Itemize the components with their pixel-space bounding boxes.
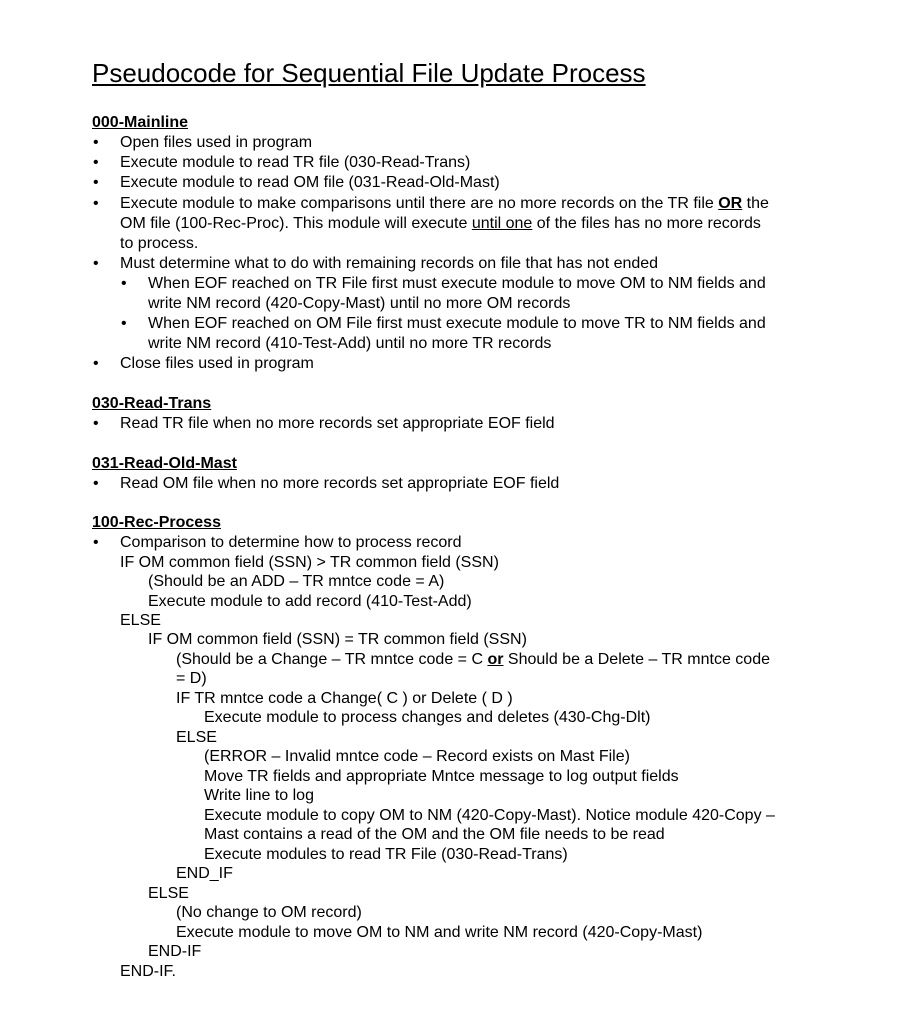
text-run: the — [742, 195, 769, 212]
page-title: Pseudocode for Sequential File Update Process — [92, 58, 646, 88]
rec-process-item: Comparison to determine how to process record — [120, 534, 462, 551]
emphasis-until-one: until one — [471, 215, 533, 232]
code-line: ELSE — [120, 612, 161, 629]
bullet-icon: • — [93, 415, 99, 432]
code-line: Execute module to process changes and deletes (430-Chg-Dlt) — [204, 709, 651, 726]
read-trans-item: Read TR file when no more records set appropriate EOF field — [120, 415, 555, 432]
text-run: Should be a Delete – TR mntce code — [503, 651, 770, 668]
code-line: Execute module to move OM to NM and write NM record (420-Copy-Mast) — [176, 924, 703, 941]
mainline-subitem-eof-tr-line1: When EOF reached on TR File first must execute module to move OM to NM fields and — [148, 275, 766, 292]
mainline-item-remaining: Must determine what to do with remaining records on file that has not ended — [120, 255, 659, 272]
mainline-subitem-eof-om-line1: When EOF reached on OM File first must execute module to move TR to NM fields and — [148, 315, 766, 332]
bullet-icon: • — [93, 475, 99, 492]
section-heading-read-trans: 030-Read-Trans — [92, 395, 212, 412]
code-line: END-IF — [148, 943, 202, 960]
emphasis-or: OR — [718, 195, 743, 212]
code-line: Mast contains a read of the OM and the OM file needs to be read — [204, 826, 665, 843]
bullet-icon: • — [93, 154, 99, 171]
mainline-item-open-files: Open files used in program — [120, 134, 313, 151]
bullet-icon: • — [93, 534, 99, 551]
mainline-subitem-eof-om-line2: write NM record (410-Test-Add) until no more TR records — [148, 335, 552, 352]
read-old-mast-item: Read OM file when no more records set appropriate EOF field — [120, 475, 560, 492]
bullet-icon: • — [93, 195, 99, 212]
mainline-item-read-tr: Execute module to read TR file (030-Read-Trans) — [120, 154, 471, 171]
mainline-item-comparisons-line1 — [120, 194, 769, 214]
bullet-icon: • — [93, 355, 99, 372]
bullet-icon: • — [93, 174, 99, 191]
mainline-item-read-om: Execute module to read OM file (031-Read-Old-Mast) — [120, 174, 500, 191]
code-line: (Should be an ADD – TR mntce code = A) — [148, 573, 445, 590]
mainline-item-comparisons-line3: to process. — [120, 235, 199, 252]
code-line: Execute module to add record (410-Test-Add) — [148, 593, 472, 610]
code-line — [176, 650, 770, 670]
code-line: IF TR mntce code a Change( C ) or Delete ( D ) — [176, 690, 513, 707]
text-run: OM file (100-Rec-Proc). This module will execute — [120, 215, 472, 232]
bullet-icon: • — [93, 134, 99, 151]
emphasis-or: or — [487, 651, 504, 668]
mainline-item-comparisons-line2 — [120, 214, 761, 234]
mainline-subitem-eof-tr-line2: write NM record (420-Copy-Mast) until no more OM records — [148, 295, 571, 312]
section-heading-read-old-mast: 031-Read-Old-Mast — [92, 455, 237, 472]
code-line: END_IF — [176, 865, 233, 882]
bullet-icon: • — [121, 315, 127, 332]
code-line: ELSE — [176, 729, 217, 746]
text-run: (Should be a Change – TR mntce code = C — [176, 651, 488, 668]
bullet-icon: • — [93, 255, 99, 272]
code-line: Move TR fields and appropriate Mntce message to log output fields — [204, 768, 679, 785]
code-line: (ERROR – Invalid mntce code – Record exists on Mast File) — [204, 748, 630, 765]
code-line: Execute modules to read TR File (030-Read-Trans) — [204, 846, 568, 863]
section-heading-rec-process: 100-Rec-Process — [92, 514, 221, 531]
bullet-icon: • — [121, 275, 127, 292]
code-line: ELSE — [148, 885, 189, 902]
code-line: Execute module to copy OM to NM (420-Copy-Mast). Notice module 420-Copy – — [204, 807, 775, 824]
code-line: IF OM common field (SSN) > TR common field (SSN) — [120, 554, 499, 571]
code-line: END-IF. — [120, 963, 176, 980]
section-heading-mainline: 000-Mainline — [92, 114, 189, 131]
code-line: IF OM common field (SSN) = TR common field (SSN) — [148, 631, 527, 648]
text-run: Execute module to make comparisons until there are no more records on the TR file — [120, 195, 719, 212]
code-line: = D) — [176, 670, 207, 687]
code-line: (No change to OM record) — [176, 904, 362, 921]
text-run: of the files has no more records — [532, 215, 761, 232]
code-line: Write line to log — [204, 787, 314, 804]
mainline-item-close-files: Close files used in program — [120, 355, 314, 372]
